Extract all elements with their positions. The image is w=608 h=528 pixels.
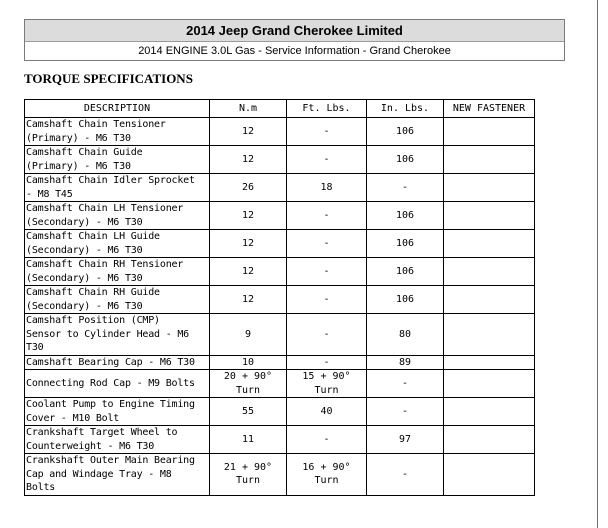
description-cell-line: (Secondary) - M6 T30	[26, 244, 143, 256]
in-lbs-cell	[367, 202, 444, 230]
description-cell	[25, 230, 210, 258]
nm-cell-line: 12	[241, 293, 255, 305]
nm-cell-line: 12	[241, 265, 255, 277]
description-cell	[25, 174, 210, 202]
description-cell-line: (Secondary) - M6 T30	[26, 272, 143, 284]
nm-cell	[210, 230, 287, 258]
nm-cell	[210, 286, 287, 314]
nm-cell-line: Turn	[235, 384, 261, 396]
ft-lbs-cell	[287, 286, 367, 314]
column-header-in-lbs: In. Lbs.	[367, 100, 444, 118]
in-lbs-cell-line: -	[401, 181, 409, 193]
in-lbs-cell-line: 106	[395, 125, 415, 137]
new-fastener-cell	[444, 454, 535, 496]
document-subtitle: 2014 ENGINE 3.0L Gas - Service Information - Grand Cherokee	[138, 45, 451, 57]
description-cell	[25, 146, 210, 174]
torque-table	[24, 99, 535, 496]
ft-lbs-cell	[287, 146, 367, 174]
description-cell-line: Camshaft Chain LH Tensioner	[26, 203, 184, 214]
description-cell-line: Cover - M10 Bolt	[26, 412, 120, 424]
in-lbs-cell-line: -	[401, 405, 409, 417]
ft-lbs-cell	[287, 202, 367, 230]
new-fastener-cell	[444, 426, 535, 454]
nm-cell	[210, 454, 287, 496]
table-row	[25, 118, 535, 146]
in-lbs-cell	[367, 118, 444, 146]
ft-lbs-cell-line: -	[323, 328, 330, 340]
in-lbs-cell	[367, 286, 444, 314]
in-lbs-cell	[367, 426, 444, 454]
ft-lbs-cell	[287, 398, 367, 426]
in-lbs-cell	[367, 230, 444, 258]
ft-lbs-cell-line: -	[323, 209, 330, 221]
ft-lbs-cell-line: -	[323, 125, 330, 137]
description-cell-line: (Secondary) - M6 T30	[26, 216, 143, 228]
table-row	[25, 230, 535, 258]
ft-lbs-cell-line: -	[323, 237, 330, 249]
in-lbs-cell-line: 106	[395, 209, 415, 221]
in-lbs-cell-line: 106	[395, 153, 415, 165]
new-fastener-cell	[444, 370, 535, 398]
description-cell-line: Camshaft Bearing Cap - M6 T30	[26, 356, 195, 368]
nm-cell	[210, 355, 287, 370]
nm-cell	[210, 146, 287, 174]
in-lbs-cell-line: -	[401, 377, 409, 389]
new-fastener-cell	[444, 258, 535, 286]
ft-lbs-cell-line: -	[323, 433, 330, 445]
ft-lbs-cell-line: Turn	[314, 384, 339, 396]
description-cell	[25, 398, 210, 426]
ft-lbs-cell	[287, 314, 367, 356]
ft-lbs-cell-line: 40	[320, 405, 333, 417]
table-row	[25, 258, 535, 286]
new-fastener-cell	[444, 355, 535, 370]
description-cell-line: Camshaft Chain Idler Sprocket	[26, 175, 195, 186]
table-row	[25, 454, 535, 496]
description-cell-line: Camshaft Chain RH Tensioner	[26, 259, 184, 270]
description-cell-line: Crankshaft Target Wheel to	[26, 427, 178, 438]
description-cell-line: (Primary) - M6 T30	[26, 132, 131, 144]
nm-cell	[210, 174, 287, 202]
description-cell	[25, 202, 210, 230]
new-fastener-cell	[444, 230, 535, 258]
in-lbs-cell-line: -	[401, 468, 409, 480]
nm-cell-line: 12	[241, 237, 255, 249]
column-header-ft-lbs: Ft. Lbs.	[287, 100, 367, 118]
new-fastener-cell	[444, 118, 535, 146]
description-cell-line: T30	[26, 342, 44, 353]
page-edge-divider	[597, 0, 598, 528]
in-lbs-cell-line: 89	[398, 356, 412, 368]
ft-lbs-cell-line: Turn	[314, 475, 339, 487]
in-lbs-cell	[367, 174, 444, 202]
nm-cell-line: 26	[241, 181, 255, 193]
in-lbs-cell-line: 106	[395, 293, 415, 305]
ft-lbs-cell-line: 15 + 90°	[302, 371, 351, 382]
description-cell	[25, 258, 210, 286]
new-fastener-cell	[444, 146, 535, 174]
description-cell	[25, 118, 210, 146]
description-cell	[25, 355, 210, 370]
new-fastener-cell	[444, 202, 535, 230]
ft-lbs-cell	[287, 370, 367, 398]
in-lbs-cell	[367, 355, 444, 370]
ft-lbs-cell	[287, 230, 367, 258]
description-cell-line: Camshaft Chain RH Guide	[26, 287, 160, 298]
ft-lbs-cell	[287, 258, 367, 286]
in-lbs-cell	[367, 398, 444, 426]
nm-cell-line: 21 + 90°	[223, 461, 273, 473]
description-cell	[25, 426, 210, 454]
nm-cell-line: 20 + 90°	[223, 371, 273, 382]
description-cell-line: Camshaft Position (CMP)	[26, 315, 160, 326]
nm-cell-line: 9	[244, 328, 252, 340]
ft-lbs-cell-line: -	[323, 356, 330, 368]
description-cell	[25, 454, 210, 496]
description-cell-line: Camshaft Chain Guide	[26, 147, 143, 158]
nm-cell-line: 55	[241, 405, 255, 417]
in-lbs-cell	[367, 314, 444, 356]
nm-cell-line: Turn	[235, 475, 261, 487]
description-cell-line: Bolts	[26, 482, 56, 493]
description-cell	[25, 370, 210, 398]
table-row	[25, 286, 535, 314]
ft-lbs-cell	[287, 426, 367, 454]
nm-cell	[210, 426, 287, 454]
column-header-description: DESCRIPTION	[25, 100, 210, 118]
description-cell-line: Crankshaft Outer Main Bearing	[26, 455, 195, 466]
new-fastener-cell	[444, 174, 535, 202]
ft-lbs-cell-line: 16 + 90°	[302, 461, 351, 473]
new-fastener-cell	[444, 286, 535, 314]
ft-lbs-cell	[287, 174, 367, 202]
nm-cell	[210, 370, 287, 398]
table-row	[25, 398, 535, 426]
new-fastener-cell	[444, 314, 535, 356]
nm-cell	[210, 398, 287, 426]
nm-cell-line: 11	[241, 433, 255, 445]
table-row	[25, 370, 535, 398]
nm-cell-line: 12	[241, 209, 255, 221]
document-header	[24, 19, 565, 61]
description-cell-line: (Primary) - M6 T30	[26, 160, 131, 172]
in-lbs-cell	[367, 370, 444, 398]
in-lbs-cell-line: 106	[395, 237, 415, 249]
in-lbs-cell	[367, 146, 444, 174]
table-header-row	[25, 100, 535, 118]
new-fastener-cell	[444, 398, 535, 426]
ft-lbs-cell	[287, 118, 367, 146]
description-cell	[25, 286, 210, 314]
table-row	[25, 355, 535, 370]
section-title: TORQUE SPECIFICATIONS	[24, 71, 193, 86]
description-cell-line: Cap and Windage Tray - M8	[26, 468, 172, 480]
description-cell-line: Counterweight - M6 T30	[26, 440, 155, 452]
nm-cell	[210, 202, 287, 230]
in-lbs-cell-line: 106	[395, 265, 415, 277]
in-lbs-cell-line: 80	[398, 328, 412, 340]
description-cell-line: Camshaft Chain Tensioner	[26, 119, 166, 130]
ft-lbs-cell-line: 18	[320, 181, 333, 193]
column-header-nm: N.m	[210, 100, 287, 118]
description-cell-line: Camshaft Chain LH Guide	[26, 231, 160, 242]
description-cell-line: (Secondary) - M6 T30	[26, 300, 143, 312]
description-cell	[25, 314, 210, 356]
nm-cell	[210, 314, 287, 356]
table-row	[25, 314, 535, 356]
document-title: 2014 Jeep Grand Cherokee Limited	[25, 20, 564, 42]
in-lbs-cell-line: 97	[398, 433, 412, 445]
nm-cell	[210, 258, 287, 286]
torque-table-body	[25, 118, 535, 496]
ft-lbs-cell-line: -	[323, 153, 330, 165]
table-row	[25, 202, 535, 230]
column-header-new-fastener: NEW FASTENER	[444, 100, 535, 118]
description-cell-line: Connecting Rod Cap - M9 Bolts	[26, 377, 195, 389]
description-cell-line: - M8 T45	[26, 188, 73, 200]
table-row	[25, 426, 535, 454]
description-cell-line: Coolant Pump to Engine Timing	[26, 399, 195, 410]
ft-lbs-cell-line: -	[323, 265, 330, 277]
table-row	[25, 174, 535, 202]
ft-lbs-cell	[287, 454, 367, 496]
nm-cell-line: 10	[241, 356, 255, 368]
ft-lbs-cell	[287, 355, 367, 370]
in-lbs-cell	[367, 258, 444, 286]
ft-lbs-cell-line: -	[323, 293, 330, 305]
in-lbs-cell	[367, 454, 444, 496]
nm-cell-line: 12	[241, 125, 255, 137]
nm-cell	[210, 118, 287, 146]
table-row	[25, 146, 535, 174]
description-cell-line: Sensor to Cylinder Head - M6	[26, 328, 189, 340]
nm-cell-line: 12	[241, 153, 255, 165]
